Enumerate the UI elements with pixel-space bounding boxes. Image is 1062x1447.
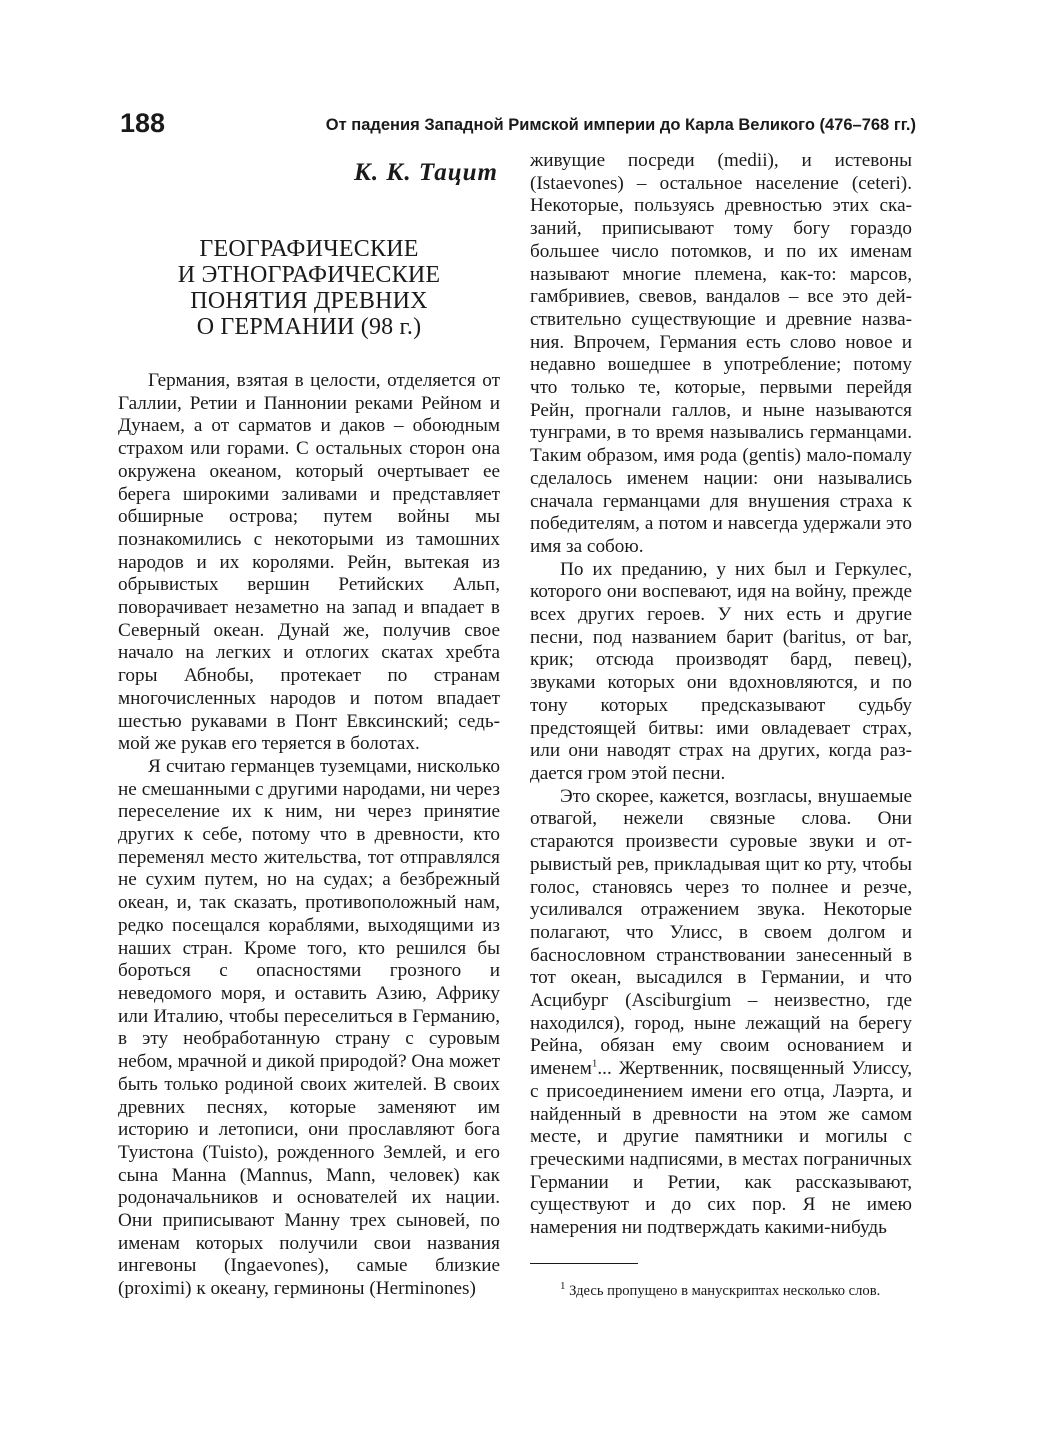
footnote-divider xyxy=(530,1263,638,1264)
running-title: От падения Западной Римской империи до Карла Великого (476–768 гг.) xyxy=(325,116,916,134)
article-title xyxy=(118,236,500,340)
paragraph-text: Это скорее, кажется, возгласы, внушаемые отвагой, нежели связные слова. Они стараются произвести суровые звуки и отрывистый рев, прикладывая щит ко рту, чтобы голос, становясь через то полнее и резче, усиливался отражением звука. Некоторые полагают, что Улисс, в своем долгом и баснословном странствовании занесенный в тот океан, высадился в Германии, и что Асцибург (Asciburgium – неизвестно, где находился), город, ныне лежащий на берегу Рейна, обязан ему своим основанием и именем xyxy=(530,785,912,1080)
title-line: ГЕОГРАФИЧЕСКИЕ xyxy=(199,236,419,262)
page-number: 188 xyxy=(120,108,166,138)
paragraph xyxy=(530,786,912,1240)
footnote-text: Здесь пропущено в манускриптах несколько слов. xyxy=(569,1282,881,1299)
paragraph: Германия, взятая в целости, отделяется от Галлии, Ретии и Паннонии реками Рейном и Дунаем, а от сарматов и даков – обоюдным страхом или горами. С остальных сторон она окружена океаном, который очертывает ее берега широкими заливами и представляет обширные острова; путем войны мы познакомились с некоторыми из тамошних народов и их королями. Рейн, вытекая из обрывистых вершин Ретийских Альп, поворачивает незаметно на запад и впадает в Северный океан. Дунай же, получив свое начало на легких и отлогих скатах хребта горы Абнобы, протекает по странам многочисленных народов и потом впадает шестью рукавами в Понт Евксинский; седьмой же рукав его теряется в болотах. xyxy=(118,370,500,755)
title-line: И ЭТНОГРАФИЧЕСКИЕ xyxy=(177,262,441,288)
right-column xyxy=(530,150,912,1302)
title-line: ПОНЯТИЯ ДРЕВНИХ xyxy=(190,288,428,314)
footnote xyxy=(530,1281,912,1302)
title-line: О ГЕРМАНИИ (98 г.) xyxy=(196,314,422,340)
paragraph: Я считаю германцев туземцами, нисколько не смешанными с другими народами, ни через переселение их к ним, ни через принятие других к себе, потому что в древности, кто переменял место жительства, тот отправлялся не сухим путем, но на судах; а безбрежный океан, и, так сказать, противоположный нам, редко посещался кораблями, выходящими из наших стран. Кроме того, кто решился бы бороться с опасностями грозного и неведомого моря, и оставить Азию, Африку или Италию, чтобы переселиться в Германию, в эту необработанную страну с суровым небом, мрачной и дикой природой? Она может быть только родиной своих жителей. В своих древних песнях, которые заменяют им историю и летописи, они прославляют бога Туистона (Tuisto), рожденного Землей, и его сына Манна (Mannus, Mann, человек) как родоначальников и основателей их нации. Они приписывают Манну трех сыновей, по именам которых получили свои названия ингевоны (Ingaevones), самые близкие (proximi) к океану, герминоны (Herminones) xyxy=(118,755,500,1300)
left-column xyxy=(118,150,500,1301)
footnote-reference[interactable]: 1 xyxy=(591,1057,598,1070)
paragraph-continuation: живущие посреди (medii), и истевоны (Istaevones) – остальное население (ceteri). Некоторые, пользуясь древностью этих сказаний, приписывают тому богу гораздо большее число потомков, и по их именам называют многие племена, как-то: марсов, гамбривиев, свевов, вандалов – все это действительно существующие и древние названия. Впрочем, Германия есть слово новое и недавно вошедшее в употребление; потому что только те, которые, первыми перейдя Рейн, прогнали галлов, и ныне называются тунграми, в то время назывались германцами. Таким образом, имя рода (gentis) мало-помалу сделалось именем нации: они назывались сначала германцами для внушения страха к победителям, а потом и навсегда удержали это имя за собою. xyxy=(530,150,912,557)
author-name: К. К. Тацит xyxy=(353,159,498,186)
paragraph-text: ... Жертвенник, посвященный Улиссу, с присоединением имени его отца, Лаэрта, и найденный в древности на этом же самом месте, и другие памятники и могилы с греческими надписями, в местах пограничных Германии и Ретии, как рассказывают, существуют и до сих пор. Я не имею намерения ни подтверждать какими-нибудь xyxy=(530,1058,912,1239)
paragraph: По их преданию, у них был и Геркулес, которого они воспевают, идя на войну, прежде всех других героев. У них есть и другие песни, под названием барит (baritus, от bar, крик; отсюда производят бард, певец), звуками которых они вдохновляются, и по тону которых предсказывают судьбу предстоящей битвы: ими овладевает страх, или они наводят страх на других, когда раздается гром этой песни. xyxy=(530,558,912,784)
footnote-mark: 1 xyxy=(560,1279,566,1292)
